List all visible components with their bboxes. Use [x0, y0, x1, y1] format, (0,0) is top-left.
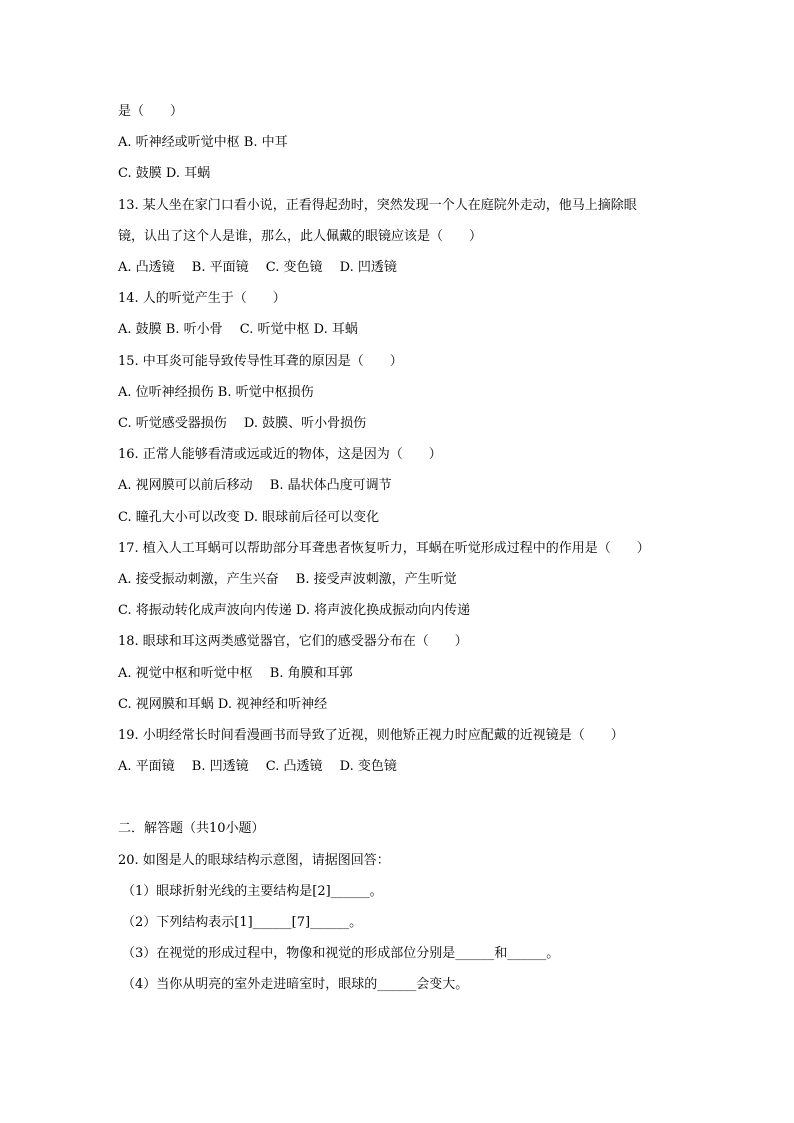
q12-options-ab: A. 听神经或听觉中枢 B. 中耳 — [118, 135, 288, 150]
q15-stem: 15. 中耳炎可能导致传导性耳聋的原因是（ ） — [118, 354, 403, 369]
q13-options: A. 凸透镜 B. 平面镜 C. 变色镜 D. 凹透镜 — [118, 260, 397, 275]
q20-part-3: （3）在视觉的形成过程中，物像和视觉的形成部位分别是______和______。 — [122, 946, 560, 961]
q14-stem: 14. 人的听觉产生于（ ） — [118, 291, 286, 306]
q17-options-ab: A. 接受振动刺激，产生兴奋 B. 接受声波刺激，产生听觉 — [118, 572, 457, 587]
q16-options-ab: A. 视网膜可以前后移动 B. 晶状体凸度可调节 — [118, 478, 392, 493]
q17-options-cd: C. 将振动转化成声波向内传递 D. 将声波化换成振动向内传递 — [118, 603, 471, 618]
q18-stem: 18. 眼球和耳这两类感觉器官，它们的感受器分布在（ ） — [118, 634, 468, 649]
q19-stem: 19. 小明经常长时间看漫画书而导致了近视，则他矫正视力时应配戴的近视镜是（ ） — [118, 728, 624, 743]
q20-part-4: （4）当你从明亮的室外走进暗室时，眼球的______会变大。 — [122, 977, 469, 992]
section-title: 二．解答题（共10小题） — [118, 821, 265, 836]
q12-options-cd: C. 鼓膜 D. 耳蜗 — [118, 166, 211, 181]
q16-options-cd: C. 瞳孔大小可以改变 D. 眼球前后径可以变化 — [118, 510, 380, 525]
q15-options-ab: A. 位听神经损伤 B. 听觉中枢损伤 — [118, 385, 314, 400]
q17-stem: 17. 植入人工耳蜗可以帮助部分耳聋患者恢复听力，耳蜗在听觉形成过程中的作用是（ ） — [118, 541, 650, 556]
q13-stem-cont: 镜，认出了这个人是谁，那么，此人佩戴的眼镜应该是（ ） — [118, 229, 483, 244]
q13-stem: 13. 某人坐在家门口看小说，正看得起劲时，突然发现一个人在庭院外走动，他马上摘除眼 — [118, 198, 637, 213]
q14-options: A. 鼓膜 B. 听小骨 C. 听觉中枢 D. 耳蜗 — [118, 322, 358, 337]
q12-stem-end: 是（ ） — [118, 104, 184, 119]
q20-stem: 20. 如图是人的眼球结构示意图，请据图回答： — [118, 853, 390, 868]
q18-options-ab: A. 视觉中枢和听觉中枢 B. 角膜和耳郭 — [118, 666, 353, 681]
q20-part-2: （2）下列结构表示[1]______[7]______。 — [122, 915, 363, 930]
q20-part-1: （1）眼球折射光线的主要结构是[2]______。 — [122, 884, 383, 899]
q16-stem: 16. 正常人能够看清或远或近的物体，这是因为（ ） — [118, 447, 442, 462]
q15-options-cd: C. 听觉感受器损伤 D. 鼓膜、听小骨损伤 — [118, 416, 367, 431]
q19-options: A. 平面镜 B. 凹透镜 C. 凸透镜 D. 变色镜 — [118, 759, 397, 774]
q18-options-cd: C. 视网膜和耳蜗 D. 视神经和听神经 — [118, 697, 328, 712]
